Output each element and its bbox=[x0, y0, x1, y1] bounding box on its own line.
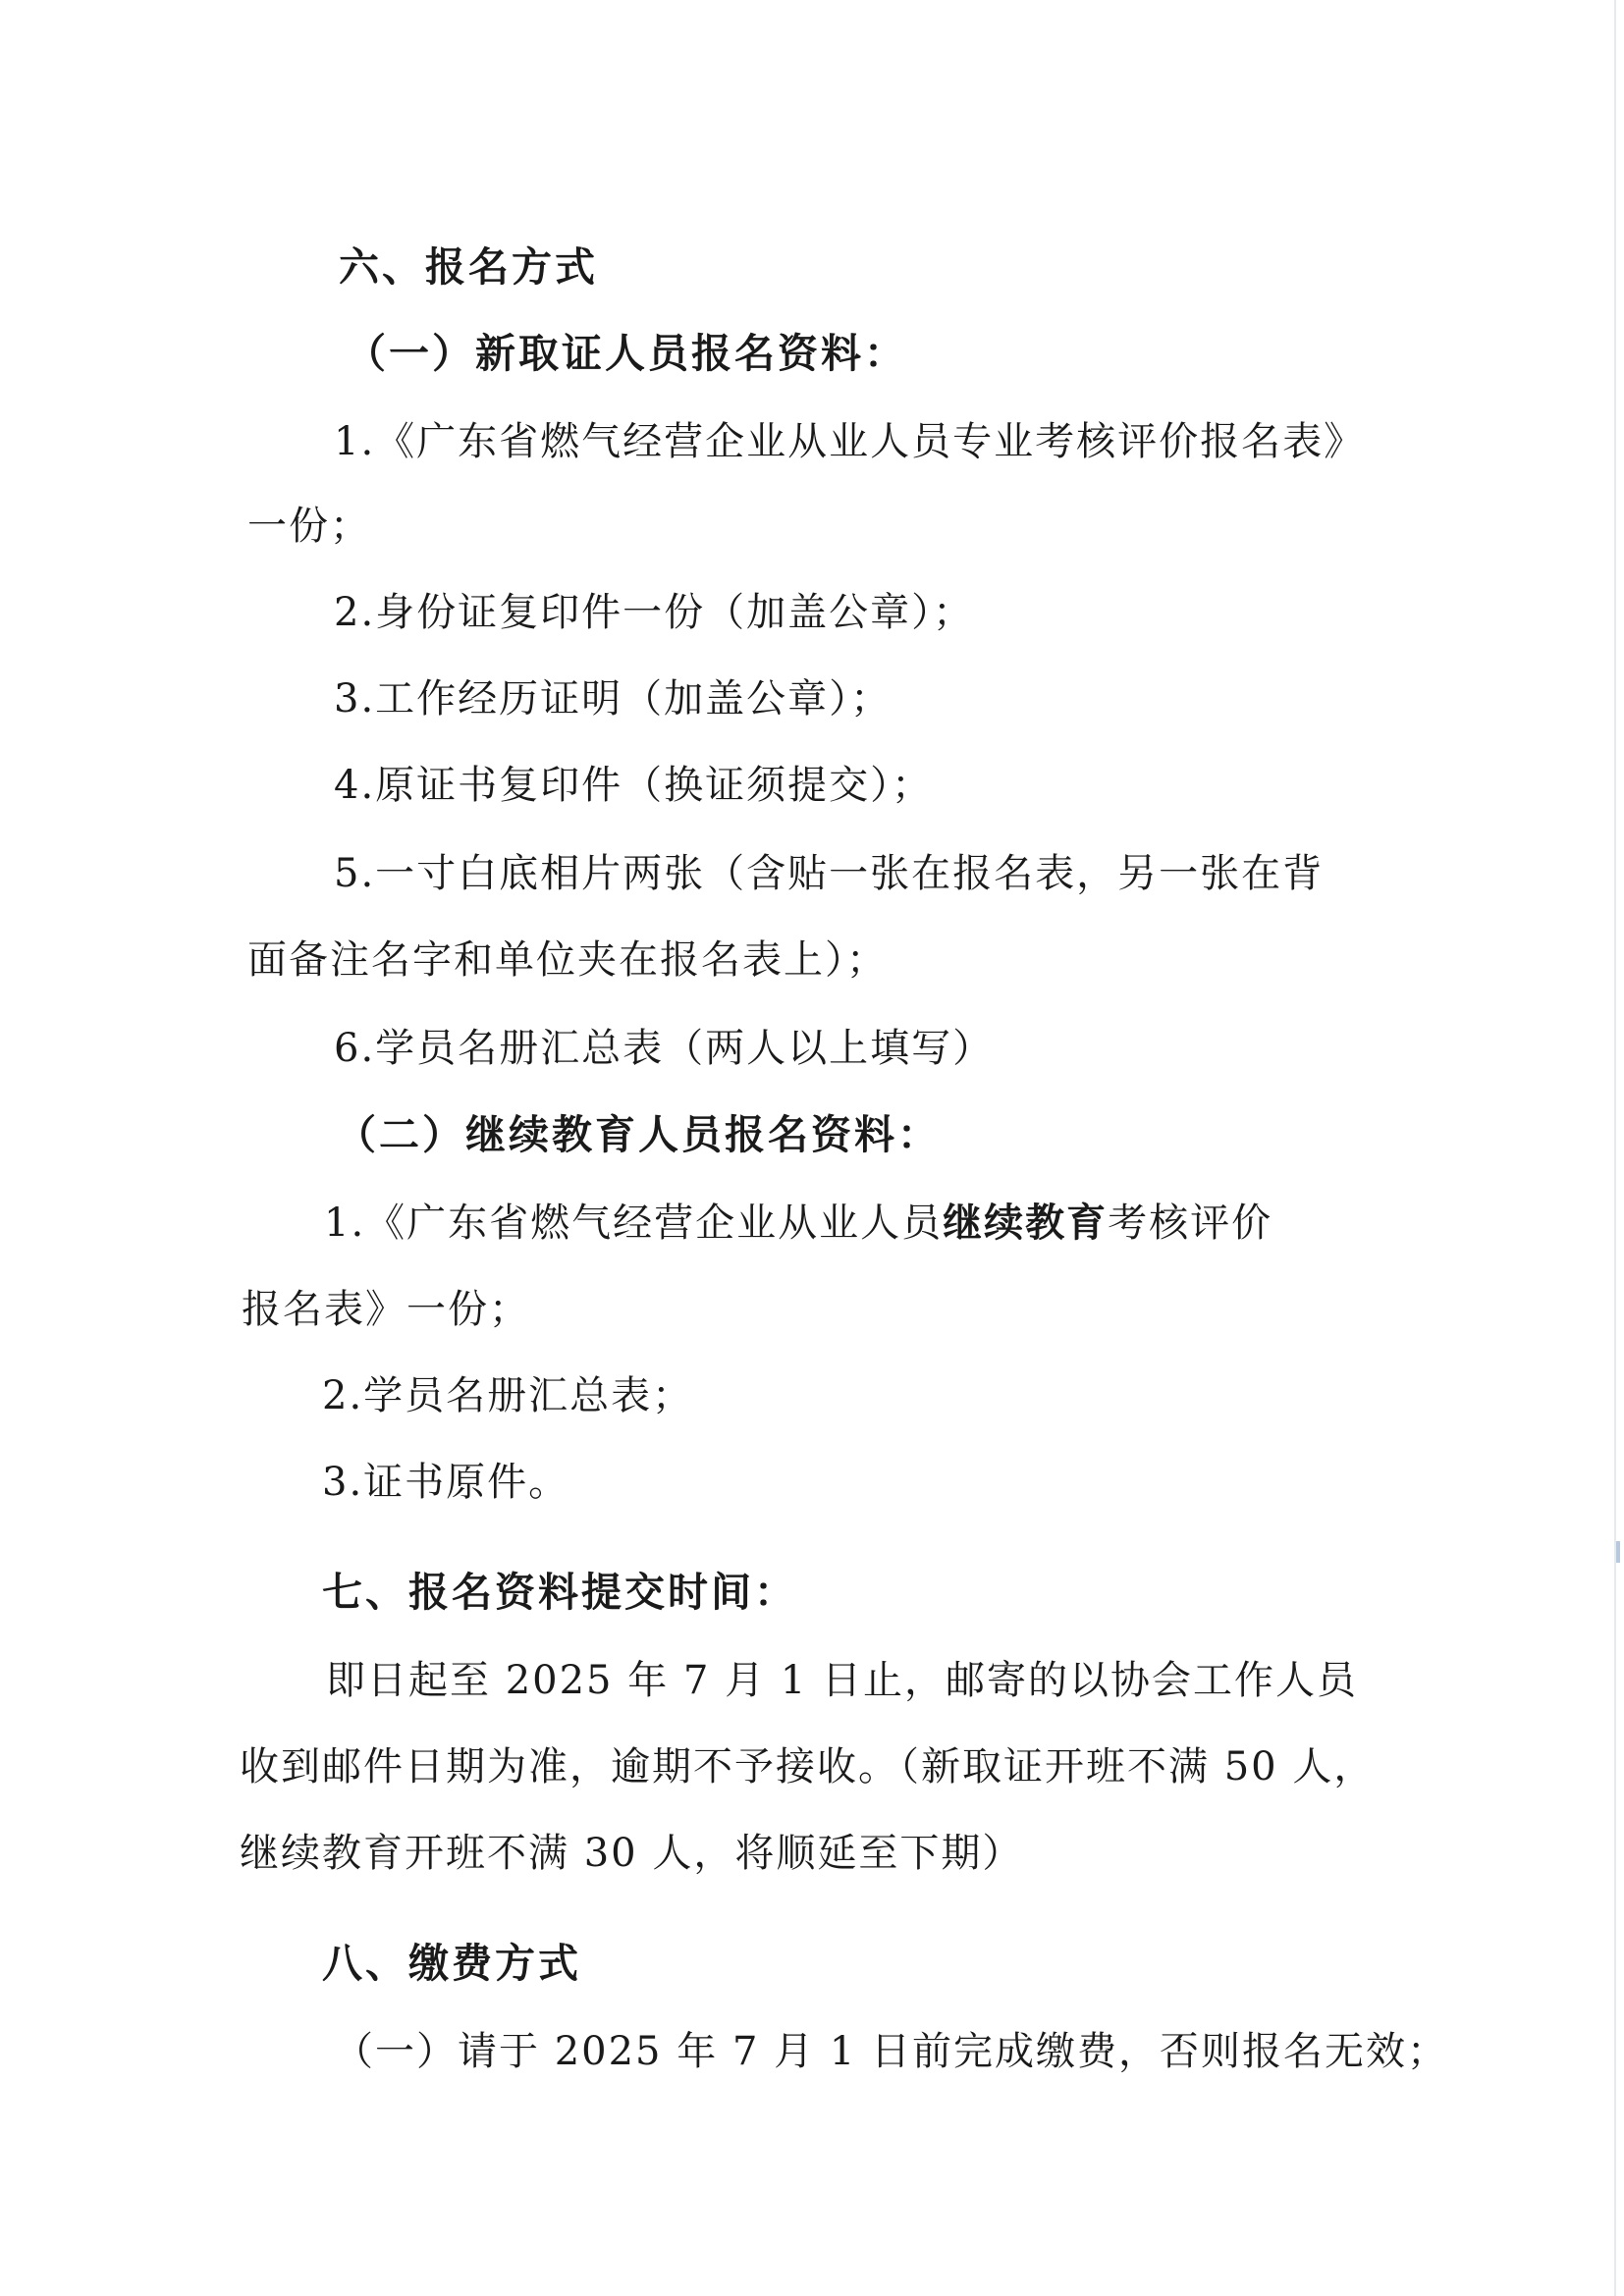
section-6-heading: 六、报名方式 bbox=[339, 243, 598, 291]
sub2-item-1 bbox=[324, 1200, 1272, 1247]
section-8-heading: 八、缴费方式 bbox=[322, 1940, 581, 1987]
sub2-item-1-bold: 继续教育 bbox=[943, 1201, 1109, 1246]
sub1-item-1: 1.《广东省燃气经营企业从业人员专业考核评价报名表》 bbox=[334, 419, 1366, 464]
section-7-line-2: 收到邮件日期为准，逾期不予接收。（新取证开班不满 50 人， bbox=[240, 1744, 1376, 1789]
sub1-item-5: 5.一寸白底相片两张（含贴一张在报名表，另一张在背 bbox=[334, 851, 1325, 896]
sub2-item-3: 3.证书原件。 bbox=[322, 1460, 570, 1505]
sub1-item-5-cont: 面备注名字和单位夹在报名表上）； bbox=[247, 937, 888, 983]
section-6-sub1-heading: （一）新取证人员报名资料： bbox=[346, 330, 907, 377]
sub2-item-2: 2.学员名册汇总表； bbox=[322, 1373, 694, 1418]
section-6-sub2-heading: （二）继续教育人员报名资料： bbox=[336, 1111, 941, 1158]
section-7-line-3: 继续教育开班不满 30 人，将顺延至下期） bbox=[240, 1831, 1024, 1876]
sub1-item-6: 6.学员名册汇总表（两人以上填写） bbox=[334, 1026, 995, 1071]
sub2-item-1-cont: 报名表》一份； bbox=[242, 1287, 530, 1332]
sub2-item-1-after: 考核评价 bbox=[1108, 1201, 1273, 1246]
sub2-item-1-before: 1.《广东省燃气经营企业从业人员 bbox=[324, 1201, 944, 1246]
sub1-item-1-cont: 一份； bbox=[247, 504, 371, 549]
scan-edge bbox=[1614, 0, 1616, 2296]
section-7-line-1: 即日起至 2025 年 7 月 1 日止，邮寄的以协会工作人员 bbox=[326, 1658, 1358, 1703]
scan-mark bbox=[1616, 1541, 1620, 1563]
sub1-item-3: 3.工作经历证明（加盖公章）； bbox=[334, 676, 893, 721]
section-8-line-1: （一）请于 2025 年 7 月 1 日前完成缴费，否则报名无效； bbox=[334, 2029, 1448, 2074]
section-7-heading: 七、报名资料提交时间： bbox=[322, 1569, 797, 1616]
sub1-item-4: 4.原证书复印件（换证须提交）； bbox=[334, 763, 934, 808]
sub1-item-2: 2.身份证复印件一份（加盖公章）； bbox=[334, 590, 975, 635]
